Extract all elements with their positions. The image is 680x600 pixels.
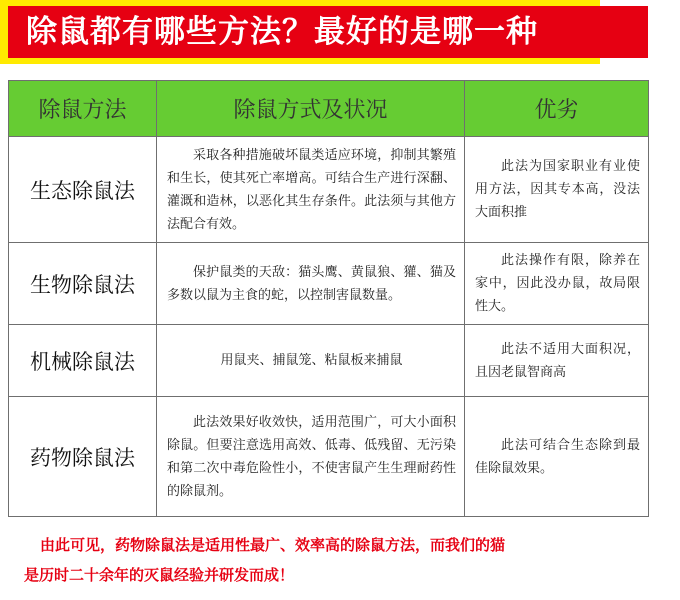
table-row bbox=[9, 325, 649, 397]
description-text: 保护鼠类的天敌：猫头鹰、黄鼠狼、獾、猫及多数以鼠为主食的蛇，以控制害鼠数量。 bbox=[167, 264, 456, 303]
page-title: 除鼠都有哪些方法？最好的是哪一种 bbox=[26, 14, 538, 50]
evaluation-text: 此法不适用大面积况，且因老鼠智商高 bbox=[475, 341, 640, 380]
rodent-control-table bbox=[8, 80, 649, 517]
description-text: 采取各种措施破坏鼠类适应环境，抑制其繁殖和生长，使其死亡率增高。可结合生产进行深翻、灌溉和造林，以恶化其生存条件。此法须与其他方法配合有效。 bbox=[167, 147, 456, 232]
description-cell bbox=[157, 243, 465, 325]
description-cell bbox=[157, 397, 465, 517]
description-cell bbox=[157, 137, 465, 243]
conclusion-line-1: 由此可见，药物除鼠法是适用性最广、效率高的除鼠方法，而我们的猫 bbox=[40, 536, 506, 554]
table-header-row bbox=[9, 81, 649, 137]
evaluation-cell bbox=[465, 397, 649, 517]
title-box bbox=[8, 6, 648, 58]
table-row bbox=[9, 397, 649, 517]
column-header-evaluation: 优劣 bbox=[465, 81, 649, 137]
conclusion-line-2: 是历时二十余年的灭鼠经验并研发而成！ bbox=[24, 566, 295, 584]
table-row bbox=[9, 243, 649, 325]
evaluation-text: 此法操作有限，除养在家中，因此没办鼠，故局限性大。 bbox=[475, 253, 640, 314]
evaluation-text: 此法可结合生态除到最佳除鼠效果。 bbox=[475, 437, 640, 476]
method-cell: 药物除鼠法 bbox=[9, 397, 157, 517]
column-header-description: 除鼠方式及状况 bbox=[157, 81, 465, 137]
evaluation-text: 此法为国家职业有业使用方法，因其专本高，没法大面积推 bbox=[475, 159, 640, 220]
evaluation-cell bbox=[465, 137, 649, 243]
title-banner bbox=[0, 0, 600, 64]
evaluation-cell bbox=[465, 325, 649, 397]
description-cell: 用鼠夹、捕鼠笼、粘鼠板来捕鼠 bbox=[157, 325, 465, 397]
method-cell: 生物除鼠法 bbox=[9, 243, 157, 325]
method-cell: 机械除鼠法 bbox=[9, 325, 157, 397]
conclusion bbox=[0, 525, 600, 600]
evaluation-cell bbox=[465, 243, 649, 325]
column-header-method: 除鼠方法 bbox=[9, 81, 157, 137]
method-cell: 生态除鼠法 bbox=[9, 137, 157, 243]
table-row bbox=[9, 137, 649, 243]
description-text: 此法效果好收效快，适用范围广，可大小面积除鼠。但要注意选用高效、低毒、低残留、无污染和第二次中毒危险性小，不使害鼠产生生理耐药性的除鼠剂。 bbox=[167, 414, 456, 499]
